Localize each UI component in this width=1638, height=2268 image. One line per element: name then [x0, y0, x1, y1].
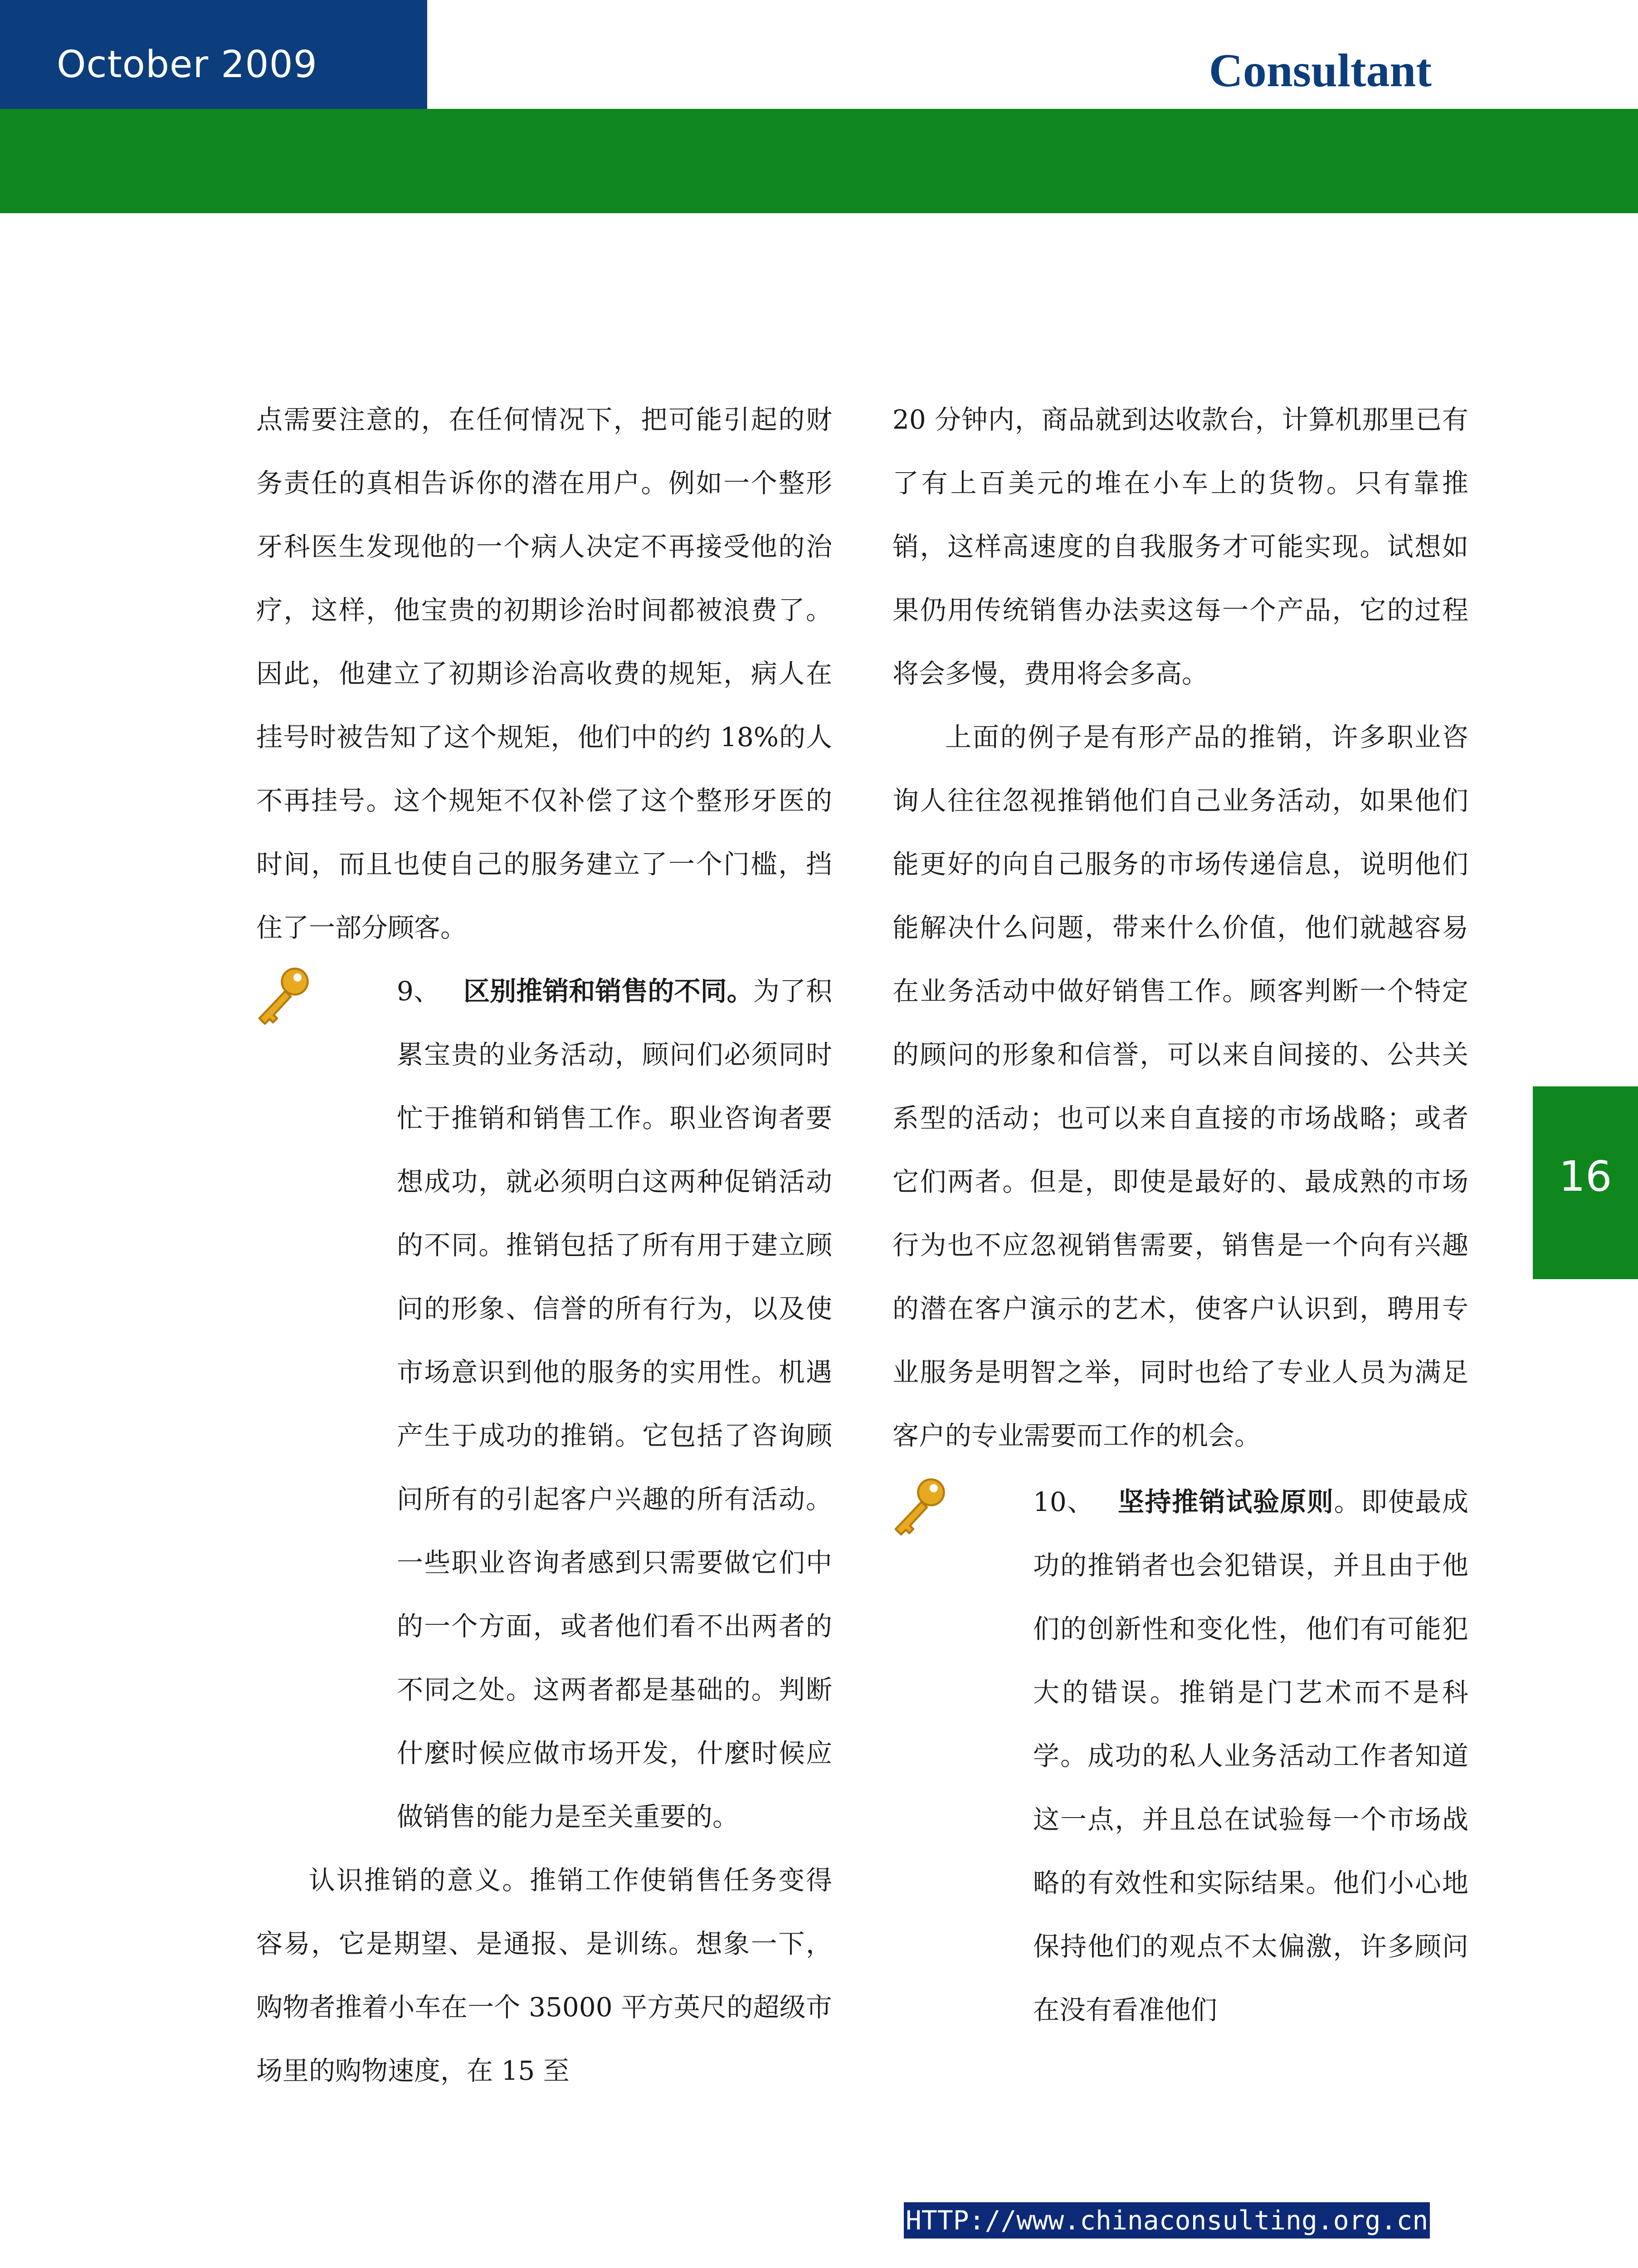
header-green-bar: [0, 109, 1638, 213]
section-title: 坚持推销试验原则: [1117, 1486, 1334, 1517]
magazine-title: Consultant: [1209, 44, 1432, 97]
page-number-tab: [1533, 1086, 1638, 1279]
section-text: 。即使最成功的推销者也会犯错误，并且由于他们的创新性和变化性，他们有可能犯大的错误。推销是门艺术而不是科学。成功的私人业务活动工作者知道这一点，并且总在试验每一个市场战略的有效性和实际结果。他们小心地保持他们的观点不太偏激，许多顾问在没有看准他们: [1033, 1486, 1468, 2025]
paragraph: 上面的例子是有形产品的推销，许多职业咨询人往往忽视推销他们自己业务活动，如果他们能更好的向自己服务的市场传递信息，说明他们能解决什么问题，带来什么价值，他们就越容易在业务活动中做好销售工作。顾客判断一个特定的顾问的形象和信誉，可以来自间接的、公共关系型的活动；也可以来自直接的市场战略；或者它们两者。但是，即使是最好的、最成熟的市场行为也不应忽视销售需要，销售是一个向有兴趣的潜在客户演示的艺术，使客户认识到，聘用专业服务是明智之举，同时也给了专业人员为满足客户的专业需要而工作的机会。: [892, 722, 1468, 1451]
paragraph: 点需要注意的，在任何情况下，把可能引起的财务责任的真相告诉你的潜在用户。例如一个整形牙科医生发现他的一个病人决定不再接受他的治疗，这样，他宝贵的初期诊治时间都被浪费了。因此，他建立了初期诊治高收费的规矩，病人在挂号时被告知了这个规矩，他们中的约 18%的人不再挂号。这个规矩不仅补偿了这个整形牙医的时间，而且也使自己的服务建立了一个门槛，挡住了一部分顾客。: [256, 404, 832, 943]
section-text: 为了积累宝贵的业务活动，顾问们必须同时忙于推销和销售工作。职业咨询者要想成功，就必须明白这两种促销活动的不同。推销包括了所有用于建立顾问的形象、信誉的所有行为，以及使市场意识到他的服务的实用性。机遇产生于成功的推销。它包括了咨询顾问所有的引起客户兴趣的所有活动。一些职业咨询者感到只需要做它们中的一个方面，或者他们看不出两者的不同之处。这两者都是基础的。判断什麼时候应做市场开发，什麼时候应做销售的能力是至关重要的。: [397, 976, 832, 1832]
key-icon: [883, 1475, 951, 1543]
right-column: [892, 388, 1468, 2042]
issue-date: October 2009: [57, 43, 317, 86]
website-link[interactable]: HTTP://www.chinaconsulting.org.cn: [904, 2202, 1430, 2239]
page-number: 16: [1559, 1152, 1612, 1201]
paragraph: 认识推销的意义。推销工作使销售任务变得容易，它是期望、是通报、是训练。想象一下，购物者推着小车在一个 35000 平方英尺的超级市场里的购物速度，在 15 至: [256, 1865, 832, 2086]
section-number: 9、: [397, 976, 440, 1007]
key-icon: [247, 964, 315, 1032]
left-column: [256, 388, 832, 2102]
section-number: 10、: [1033, 1486, 1094, 1517]
section-title: 区别推销和销售的不同。: [463, 976, 753, 1007]
section-heading-9: [256, 959, 832, 1848]
section-heading-10: [892, 1470, 1468, 2042]
paragraph: 20 分钟内，商品就到达收款台，计算机那里已有了有上百美元的堆在小车上的货物。只有靠推销，这样高速度的自我服务才可能实现。试想如果仍用传统销售办法卖这每一个产品，它的过程将会多慢，费用将会多高。: [892, 404, 1468, 689]
